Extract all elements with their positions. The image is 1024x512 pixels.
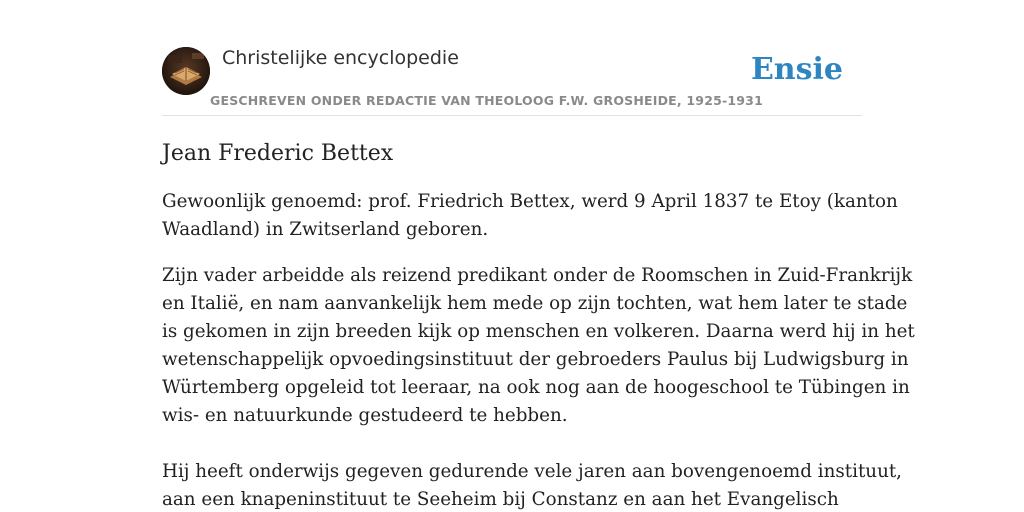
header-divider [162,115,862,116]
paragraph-line: aan een knapeninstituut te Seeheim bij Constanz en aan het Evangelisch [162,489,839,510]
site-header [162,46,862,116]
article-paragraph [162,188,898,244]
paragraph-line: is gekomen in zijn breeden kijk op menschen en volkeren. Daarna werd hij in het [162,321,915,342]
book-photo-graphic [162,47,210,95]
site-title[interactable]: Christelijke encyclopedie [222,47,459,69]
article-paragraph [162,458,902,512]
paragraph-line: Waadland) in Zwitserland geboren. [162,219,489,240]
paragraph-line: Gewoonlijk genoemd: prof. Friedrich Bettex, werd 9 April 1837 te Etoy (kanton [162,191,898,212]
paragraph-line: Würtemberg opgeleid tot leeraar, na ook nog aan de hoogeschool te Tübingen in [162,377,910,398]
article-paragraph [162,262,915,430]
paragraph-line: Hij heeft onderwijs gegeven gedurende vele jaren aan bovengenoemd instituut, [162,461,902,482]
ensie-logo[interactable]: Ensie [750,52,843,87]
paragraph-line: en Italië, en nam aanvankelijk hem mede op zijn tochten, wat hem later te stade [162,293,908,314]
article-title: Jean Frederic Bettex [162,141,394,166]
article [162,138,915,512]
book-photo-icon[interactable] [162,47,210,95]
paragraph-line: wis- en natuurkunde gestudeerd te hebben. [162,405,568,426]
paragraph-line: Zijn vader arbeidde als reizend predikant onder de Roomschen in Zuid-Frankrijk [162,265,913,286]
paragraph-line: wetenschappelijk opvoedingsinstituut der gebroeders Paulus bij Ludwigsburg in [162,349,909,370]
site-subtitle: GESCHREVEN ONDER REDACTIE VAN THEOLOOG F.W. GROSHEIDE, 1925-1931 [210,93,763,108]
